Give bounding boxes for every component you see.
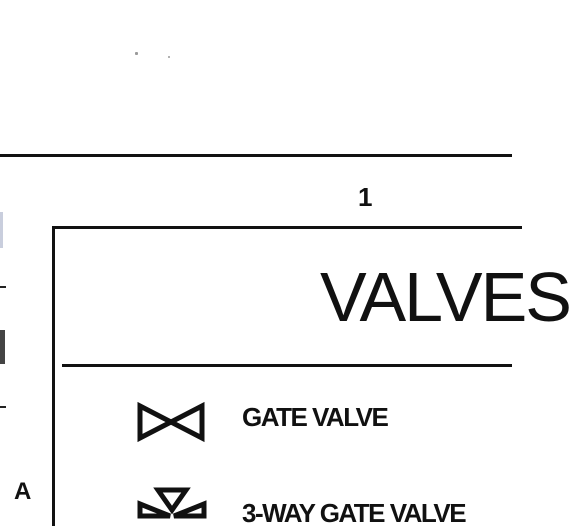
zone-column-number: 1: [358, 182, 373, 212]
border-mark: [0, 330, 5, 364]
legend-title: VALVES: [320, 258, 570, 336]
legend-item-label: GATE VALVE: [242, 402, 388, 432]
three-way-gate-valve-icon: [136, 486, 208, 516]
drawing-border-top: [0, 154, 512, 157]
scan-speck: [135, 52, 138, 55]
border-tick: [0, 406, 6, 408]
scan-speck: [168, 56, 170, 58]
legend-title-rule: [62, 364, 512, 367]
legend-item-label: 3-WAY GATE VALVE: [242, 498, 466, 528]
border-mark: [0, 212, 3, 248]
gate-valve-icon: [136, 402, 206, 442]
border-tick: [0, 286, 6, 288]
zone-row-letter: A: [14, 478, 32, 505]
